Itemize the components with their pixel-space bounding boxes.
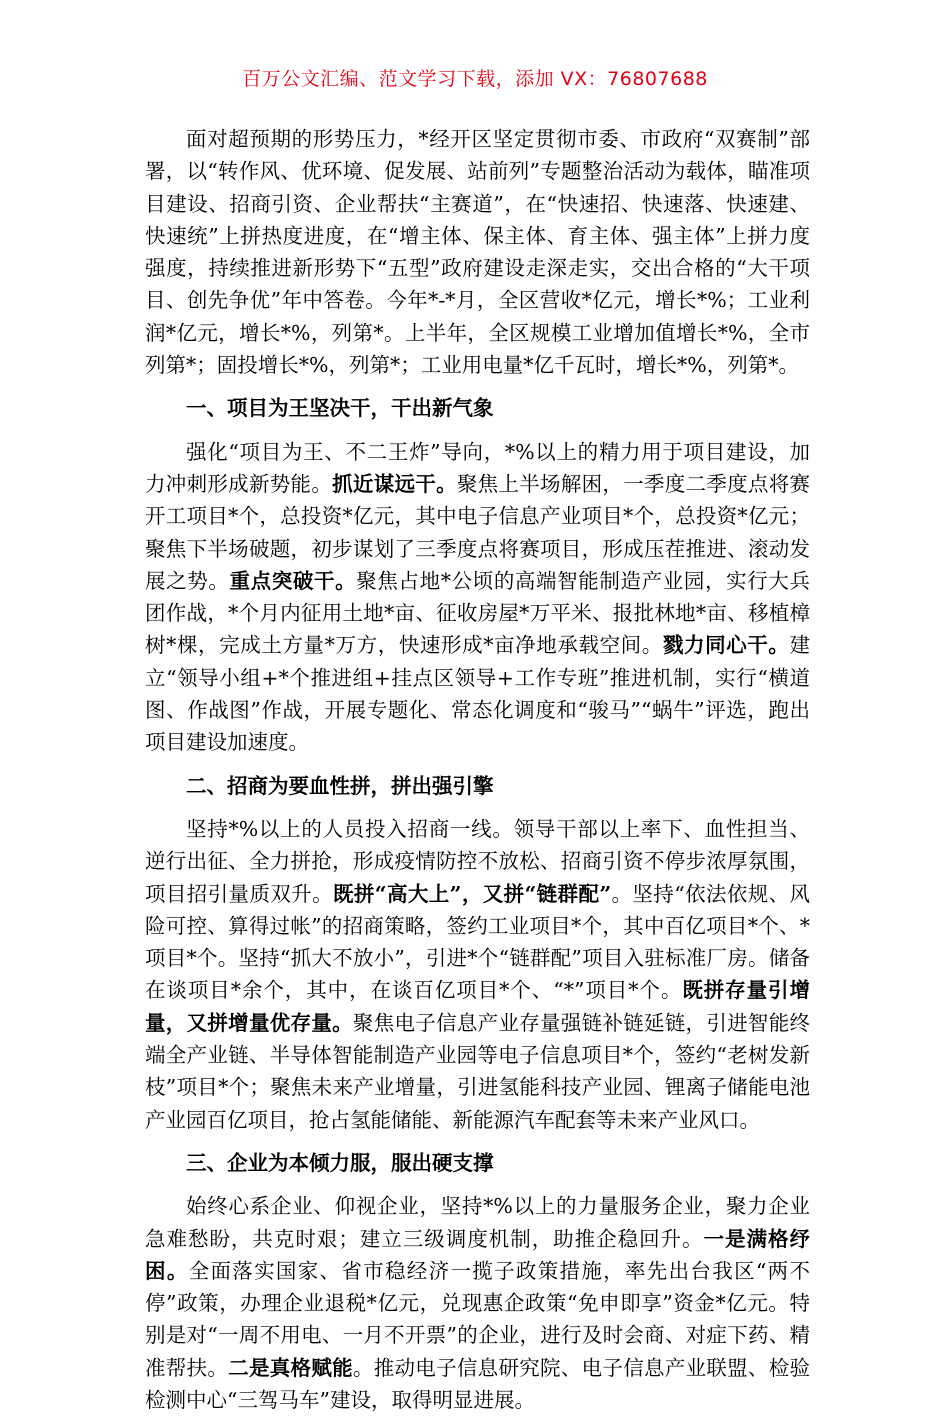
section-paragraph-3 <box>145 1190 810 1416</box>
segment: 。坚持“依法依规、风险可控、算得过帐”的招商策略，签约工业项目*个，其中百亿项目*个、*项目*个。坚持“抓大不放小”，引进*个“链群配”项目入驻标准厂房。储备在谈项目*余个，其中，在谈百亿项目*个、“*”项目*个。 <box>145 881 811 1003</box>
section-paragraph-2 <box>145 813 810 1136</box>
segment: 全面落实国家、省市稳经济一揽子政策措施，率先出台我区“两不停”政策，办理企业退税*亿元，兑现惠企政策“免申即享”资金*亿元。特别是对“一周不用电、一月不开票”的企业，进行及时会商、对症下药、精准帮扶。 <box>145 1258 811 1380</box>
segment: 强化“项目为王、不二王炸”导向，*%以上的精力用于项目建设，加力冲刺形成新势能。 <box>145 439 810 496</box>
segment: 聚焦电子信息产业存量强链补链延链，引进智能终端全产业链、半导体智能制造产业园等电子信息项目*个，签约“老树发新枝”项目*个；聚焦未来产业增量，引进氢能科技产业园、锂离子储能电池产业园百亿项目，抢占氢能储能、新能源汽车配套等未来产业风口。 <box>145 1010 811 1132</box>
watermark-header: 百万公文汇编、范文学习下载，添加 VX：76807688 <box>242 68 708 90</box>
bold-segment: 抓近谋远干。 <box>332 471 457 496</box>
bold-segment: 既拼“高大上”，又拼“链群配” <box>333 881 612 906</box>
bold-segment: 戮力同心干。 <box>662 633 790 658</box>
segment: 。推动电子信息研究院、电子信息产业联盟、检验检测中心“三驾马车”建设，取得明显进展。 <box>145 1355 811 1412</box>
section-paragraph-1 <box>145 436 810 759</box>
bold-segment: 一是满格纾困。 <box>145 1226 811 1283</box>
bold-segment: 二是真格赋能 <box>228 1355 353 1380</box>
section-heading-3: 三、企业为本倾力服，服出硬支撑 <box>186 1150 494 1175</box>
segment: 聚焦占地*公顷的高端智能制造产业园，实行大兵团作战，*个月内征用土地*亩、征收房屋*万平米、报批林地*亩、移植樟树*棵，完成土方量*万方，快速形成*亩净地承载空间。 <box>145 568 811 658</box>
segment: 始终心系企业、仰视企业，坚持*%以上的力量服务企业，聚力企业急难愁盼，共克时艰；建立三级调度机制，助推企稳回升。 <box>145 1194 810 1251</box>
section-heading-1: 一、项目为王坚决干，干出新气象 <box>186 396 494 421</box>
segment: 建立“领导小组+*个推进组+挂点区领导+工作专班”推进机制，实行“横道图、作战图”作战，开展专题化、常态化调度和“骏马”“蜗牛”评选，跑出项目建设加速度。 <box>145 633 810 755</box>
bold-segment: 既拼存量引增量，又拼增量优存量。 <box>145 978 810 1035</box>
document-body <box>145 123 810 1416</box>
bold-segment: 重点突破干。 <box>229 568 357 593</box>
segment: 坚持*%以上的人员投入招商一线。领导干部以上率下、血性担当、逆行出征、全力拼抢，形成疫情防控不放松、招商引资不停步浓厚氛围，项目招引量质双升。 <box>145 816 810 906</box>
section-heading-2: 二、招商为要血性拼，拼出强引擎 <box>186 773 494 798</box>
intro-paragraph: 面对超预期的形势压力，*经开区坚定贯彻市委、市政府“双赛制”部署，以“转作风、优环境、促发展、站前列”专题整治活动为载体，瞄准项目建设、招商引资、企业帮扶“主赛道”，在“快速招、快速落、快速建、快速统”上拼热度进度，在“增主体、保主体、育主体、强主体”上拼力度强度，持续推进新形势下“五型”政府建设走深走实，交出合格的“大干项目、创先争优”年中答卷。今年*-*月，全区营收*亿元，增长*%；工业利润*亿元，增长*%，列第*。上半年，全区规模工业增加值增长*%，全市列第*；固投增长*%，列第*；工业用电量*亿千瓦时，增长*%，列第*。 <box>145 127 810 378</box>
segment: 聚焦上半场解困，一季度二季度点将赛开工项目*个，总投资*亿元，其中电子信息产业项目*个，总投资*亿元；聚焦下半场破题，初步谋划了三季度点将赛项目，形成压茬推进、滚动发展之势。 <box>145 471 811 593</box>
